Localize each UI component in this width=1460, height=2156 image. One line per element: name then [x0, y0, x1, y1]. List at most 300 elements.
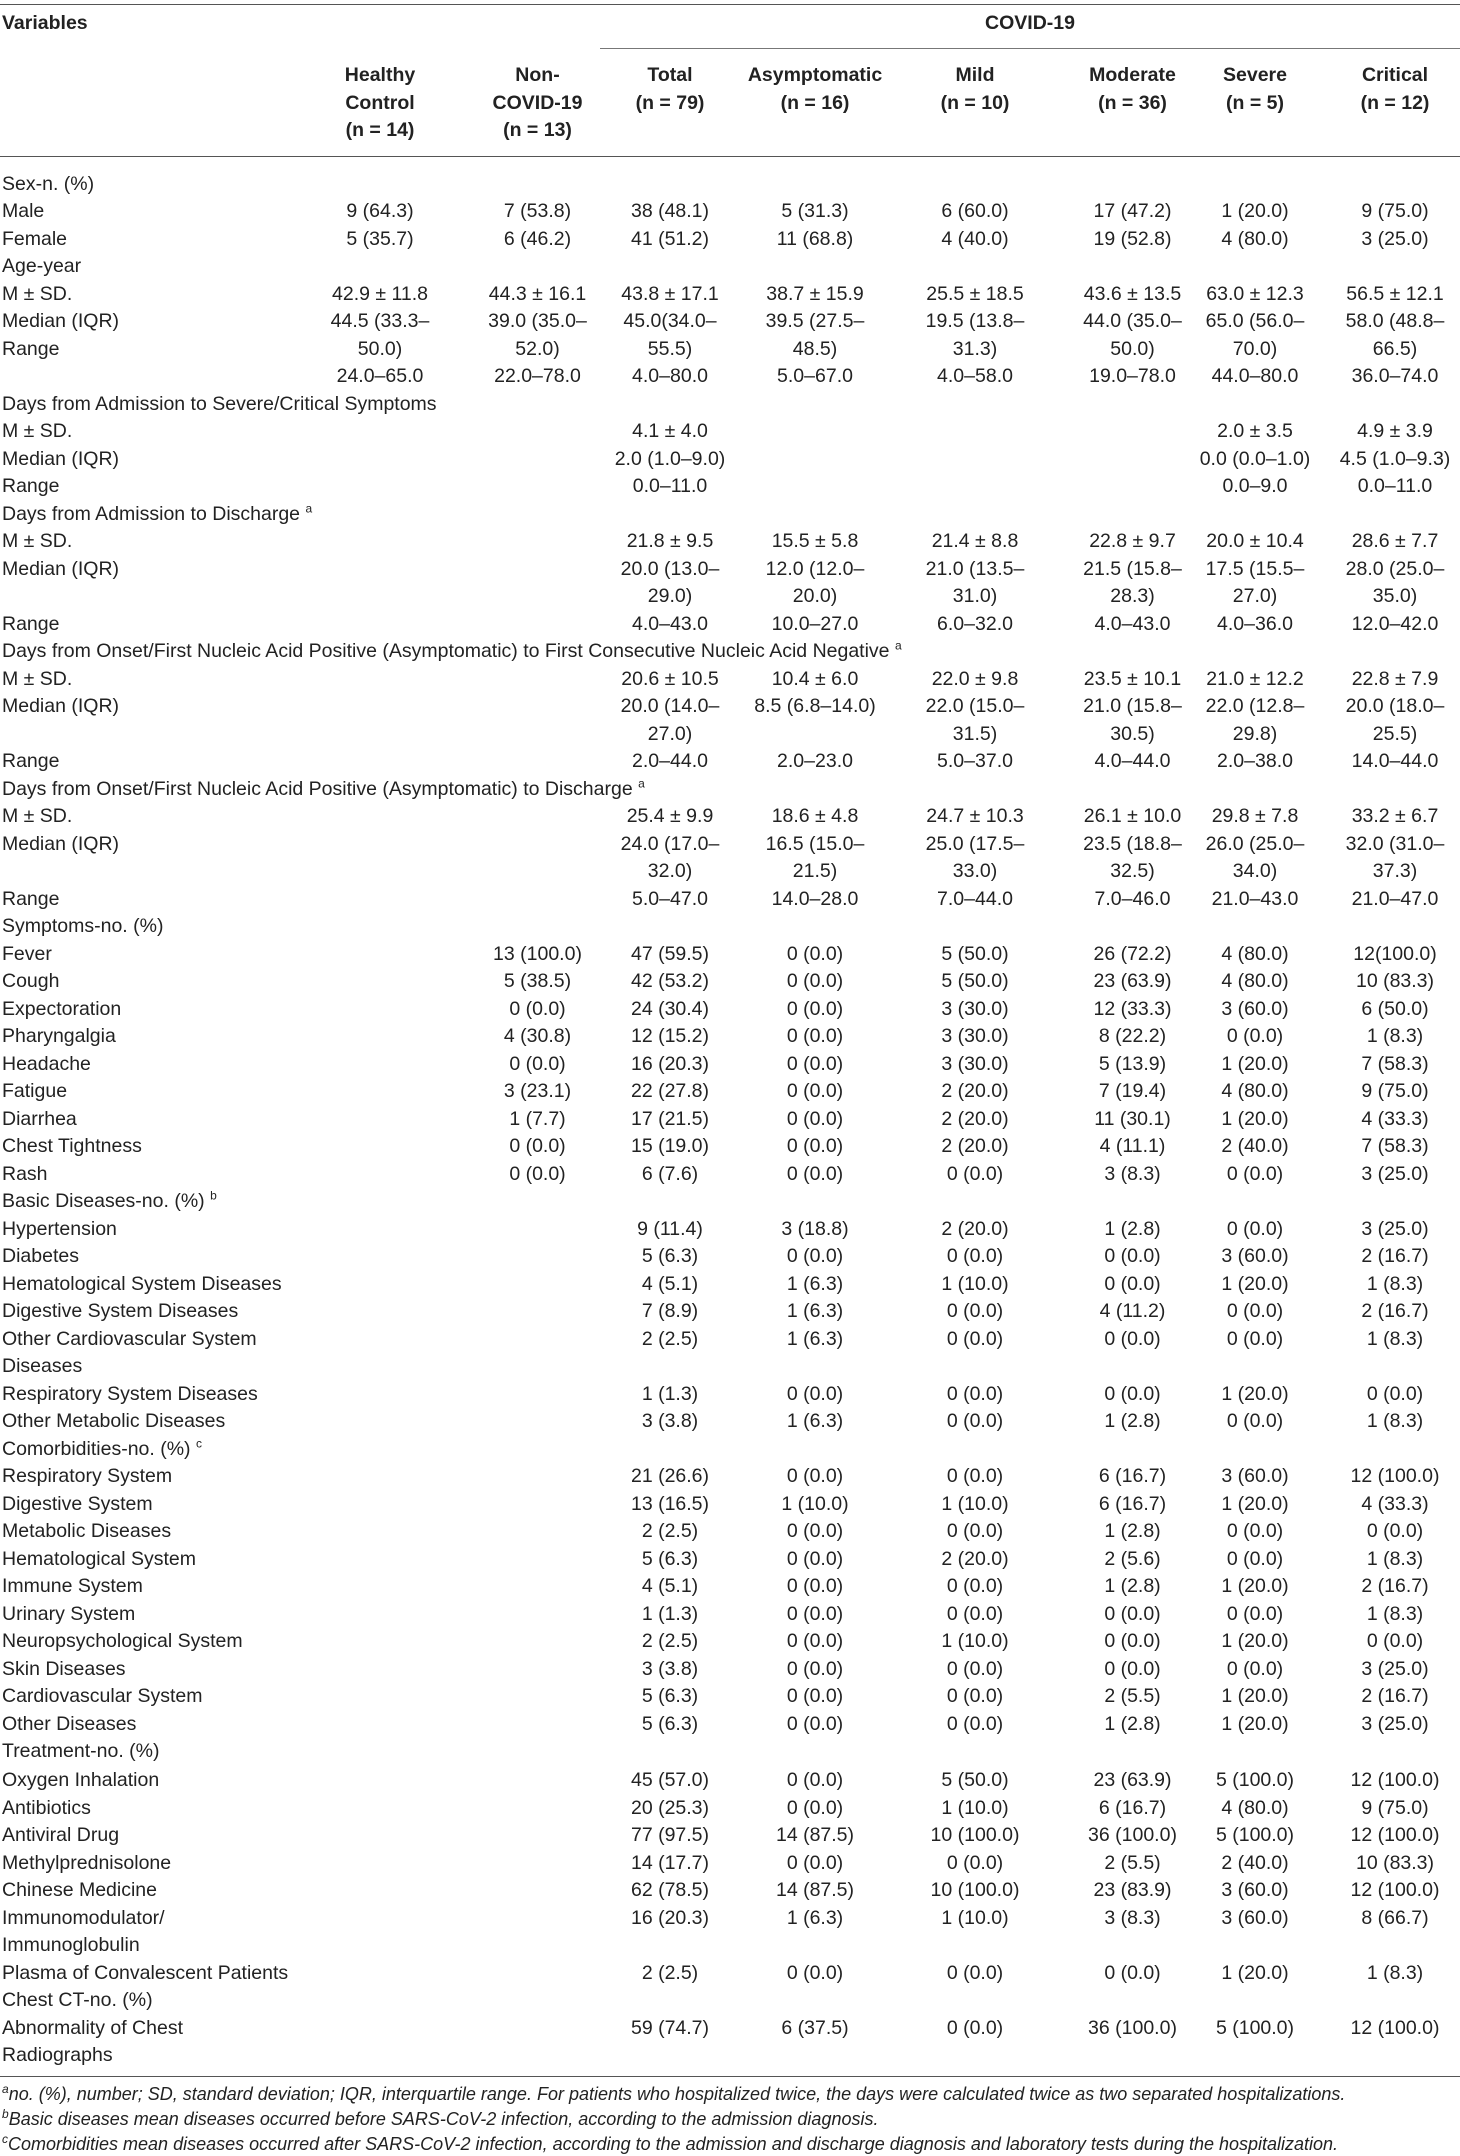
cell-critical: 4.9 ± 3.9 [1357, 420, 1433, 442]
cell-non-covid19: 3 (23.1) [503, 1080, 572, 1102]
row-label: Treatment-no. (%) [2, 1740, 160, 1762]
row-label: Other Diseases [2, 1713, 137, 1735]
row-label: M ± SD. [2, 283, 73, 305]
cell-mild: 2 (20.0) [941, 1080, 1009, 1102]
cell-mild: 5 (50.0) [941, 970, 1009, 992]
cell-severe: 0.0 (0.0–1.0) [1199, 448, 1311, 470]
cell-mild: 1 (10.0) [941, 1493, 1009, 1515]
row-label: Immunomodulator/ [2, 1907, 165, 1929]
cell-non-covid19: 0 (0.0) [509, 998, 566, 1020]
cell-non-covid19: 0 (0.0) [509, 1135, 566, 1157]
cell-severe: 0 (0.0) [1226, 1603, 1284, 1625]
row-label: M ± SD. [2, 530, 73, 552]
cell-total: 4.0–43.0 [632, 613, 708, 635]
cell-non-covid19: 5 (38.5) [503, 970, 572, 992]
cell-moderate: 36 (100.0) [1088, 1824, 1177, 1846]
cell-total: 22 (27.8) [630, 1080, 710, 1102]
cell-total: 20.0 (13.0– [620, 558, 720, 580]
row-label: Headache [2, 1053, 91, 1075]
cell-total: 0.0–11.0 [632, 475, 708, 497]
cell-mild: 6.0–32.0 [937, 613, 1013, 635]
cell-non-covid19: 52.0) [515, 338, 560, 360]
cell-moderate: 26 (72.2) [1093, 943, 1172, 965]
cell-critical: 2 (16.7) [1361, 1685, 1429, 1707]
cell-critical: 33.2 ± 6.7 [1351, 805, 1439, 827]
row-label: Days from Admission to Discharge $^a$ [2, 501, 313, 525]
cell-mild: 0 (0.0) [946, 1575, 1004, 1597]
cell-asymptomatic: 11 (68.8) [776, 228, 854, 250]
cell-asymptomatic: 0 (0.0) [786, 1548, 844, 1570]
cell-total: 3 (3.8) [641, 1658, 699, 1680]
cell-asymptomatic: 0 (0.0) [786, 1080, 844, 1102]
cell-non-covid19: 7 (53.8) [503, 200, 572, 222]
cell-moderate: 4.0–43.0 [1094, 613, 1171, 635]
cell-severe: 1 (20.0) [1221, 1383, 1289, 1405]
cell-healthy-control: 44.5 (33.3– [330, 310, 430, 332]
cell-severe: 5 (100.0) [1215, 1824, 1295, 1846]
row-label: Respiratory System [2, 1465, 173, 1487]
cell-severe: 4 (80.0) [1221, 228, 1289, 250]
cell-critical: 4 (33.3) [1361, 1108, 1429, 1130]
cell-mild: 0 (0.0) [946, 1852, 1004, 1874]
cell-critical: 12 (100.0) [1350, 1879, 1440, 1901]
cell-asymptomatic: 1 (6.3) [786, 1328, 844, 1350]
cell-severe: 0 (0.0) [1226, 1300, 1284, 1322]
cell-mild: 2 (20.0) [941, 1135, 1009, 1157]
cell-total: 55.5) [647, 338, 693, 360]
row-label: Median (IQR) [2, 558, 120, 580]
footnote-text: Basic diseases mean diseases occurred before SARS-CoV-2 infection, according to the admission diagnosis. [8, 2109, 879, 2129]
cell-asymptomatic: 14.0–28.0 [771, 888, 859, 910]
cell-total: 20.6 ± 10.5 [621, 668, 719, 690]
cell-mild: 0 (0.0) [946, 1245, 1004, 1267]
cell-total: 13 (16.5) [630, 1493, 710, 1515]
cell-moderate: 4 (11.1) [1099, 1135, 1166, 1157]
cell-critical: 4 (33.3) [1361, 1493, 1429, 1515]
cell-moderate: 0 (0.0) [1104, 1603, 1161, 1625]
cell-non-covid19: 6 (46.2) [503, 228, 572, 250]
cell-asymptomatic: 0 (0.0) [786, 943, 844, 965]
cell-moderate: 2 (5.6) [1104, 1548, 1161, 1570]
footnote-marker: c [195, 1436, 202, 1451]
cell-non-covid19: 0 (0.0) [509, 1053, 566, 1075]
cell-mild: 19.5 (13.8– [925, 310, 1025, 332]
cell-total: 24.0 (17.0– [620, 833, 720, 855]
cell-mild: 1 (10.0) [941, 1630, 1009, 1652]
table-bottom-rule [0, 2076, 1460, 2077]
cell-mild: 21.4 ± 8.8 [931, 530, 1019, 552]
cell-moderate: 19 (52.8) [1093, 228, 1172, 250]
cell-moderate: 19.0–78.0 [1089, 365, 1176, 387]
cell-asymptomatic: 10.0–27.0 [771, 613, 859, 635]
row-label: M ± SD. [2, 668, 73, 690]
row-label: Digestive System [2, 1493, 153, 1515]
cell-critical: 12 (100.0) [1350, 1824, 1440, 1846]
row-label: Urinary System [2, 1603, 136, 1625]
cell-asymptomatic: 0 (0.0) [786, 1520, 844, 1542]
cell-critical: 10 (83.3) [1355, 1852, 1435, 1874]
cell-severe: 4 (80.0) [1221, 1797, 1289, 1819]
column-header-line: (n = 14) [345, 119, 415, 141]
cell-asymptomatic: 0 (0.0) [786, 1053, 844, 1075]
cell-critical: 25.5) [1372, 723, 1418, 745]
row-label: M ± SD. [2, 420, 73, 442]
column-header-line: (n = 10) [940, 91, 1010, 114]
cell-asymptomatic: 2.0–23.0 [777, 750, 853, 772]
cell-mild: 0 (0.0) [946, 1713, 1004, 1735]
column-header-line: (n = 13) [503, 119, 572, 141]
cell-critical: 7 (58.3) [1361, 1135, 1429, 1157]
cell-critical: 28.6 ± 7.7 [1351, 530, 1439, 552]
row-label: Median (IQR) [2, 833, 120, 855]
cell-non-covid19: 22.0–78.0 [494, 365, 581, 387]
cell-moderate: 0 (0.0) [1104, 1273, 1161, 1295]
row-label: Immunoglobulin [2, 1934, 140, 1956]
footnote-marker: a [894, 638, 902, 653]
cell-moderate: 17 (47.2) [1093, 200, 1172, 222]
cell-asymptomatic: 0 (0.0) [786, 1769, 844, 1791]
cell-total: 2 (2.5) [641, 1962, 699, 1984]
cell-critical: 12(100.0) [1353, 943, 1437, 965]
cell-mild: 3 (30.0) [941, 1025, 1009, 1047]
cell-severe: 70.0) [1232, 338, 1278, 360]
cell-severe: 1 (20.0) [1221, 1493, 1289, 1515]
cell-critical: 3 (25.0) [1361, 1163, 1429, 1185]
cell-non-covid19: 0 (0.0) [509, 1163, 566, 1185]
cell-severe: 4 (80.0) [1221, 1080, 1289, 1102]
row-label: Chest CT-no. (%) [2, 1989, 153, 2011]
cell-total: 15 (19.0) [630, 1135, 710, 1157]
cell-severe: 21.0–43.0 [1211, 888, 1299, 910]
cell-mild: 1 (10.0) [941, 1273, 1009, 1295]
cell-asymptomatic: 0 (0.0) [786, 1245, 844, 1267]
cell-total: 2 (2.5) [641, 1630, 699, 1652]
row-label: Median (IQR) [2, 448, 120, 470]
cell-severe: 3 (60.0) [1221, 1465, 1289, 1487]
cell-critical: 7 (58.3) [1361, 1053, 1429, 1075]
cell-asymptomatic: 0 (0.0) [786, 1108, 844, 1130]
cell-critical: 2 (16.7) [1361, 1575, 1429, 1597]
cell-total: 20.0 (14.0– [620, 695, 720, 717]
cell-severe: 0 (0.0) [1226, 1163, 1284, 1185]
row-label: Pharyngalgia [2, 1025, 116, 1047]
column-header-healthy-control [300, 62, 460, 145]
cell-asymptomatic: 18.6 ± 4.8 [771, 805, 859, 827]
cell-asymptomatic: 0 (0.0) [786, 1630, 844, 1652]
cell-asymptomatic: 3 (18.8) [781, 1218, 849, 1240]
row-label: Immune System [2, 1575, 143, 1597]
cell-moderate: 4.0–44.0 [1094, 750, 1171, 772]
row-label: Basic Diseases-no. (%) $^b$ [2, 1188, 217, 1212]
column-header-line: Mild [955, 64, 995, 86]
cell-asymptomatic: 0 (0.0) [786, 1962, 844, 1984]
cell-asymptomatic: 0 (0.0) [786, 1163, 844, 1185]
row-label: Abnormality of Chest [2, 2017, 183, 2039]
cell-total: 59 (74.7) [630, 2017, 710, 2039]
cell-severe: 29.8) [1232, 723, 1278, 745]
cell-severe: 63.0 ± 12.3 [1206, 283, 1304, 305]
cell-asymptomatic: 16.5 (15.0– [765, 833, 865, 855]
cell-asymptomatic: 0 (0.0) [786, 1135, 844, 1157]
cell-severe: 21.0 ± 12.2 [1206, 668, 1304, 690]
cell-mild: 3 (30.0) [941, 998, 1009, 1020]
cell-severe: 5 (100.0) [1215, 2017, 1295, 2039]
row-label: Hematological System [2, 1548, 196, 1570]
cell-moderate: 26.1 ± 10.0 [1083, 805, 1182, 827]
cell-mild: 5 (50.0) [941, 943, 1009, 965]
cell-critical: 32.0 (31.0– [1345, 833, 1445, 855]
cell-mild: 2 (20.0) [941, 1218, 1009, 1240]
cell-severe: 3 (60.0) [1221, 998, 1289, 1020]
cell-critical: 4.5 (1.0–9.3) [1339, 448, 1451, 470]
cell-moderate: 2 (5.5) [1104, 1852, 1161, 1874]
cell-asymptomatic: 0 (0.0) [786, 1025, 844, 1047]
cell-asymptomatic: 0 (0.0) [786, 1852, 844, 1874]
cell-critical: 3 (25.0) [1361, 228, 1429, 250]
covid19-group-header: COVID-19 [985, 12, 1075, 34]
cell-critical: 20.0 (18.0– [1345, 695, 1445, 717]
cell-critical: 10 (83.3) [1355, 970, 1435, 992]
cell-severe: 3 (60.0) [1221, 1879, 1289, 1901]
cell-moderate: 6 (16.7) [1098, 1797, 1167, 1819]
cell-critical: 58.0 (48.8– [1345, 310, 1445, 332]
footnote-b [2, 2107, 878, 2131]
cell-moderate: 3 (8.3) [1104, 1907, 1161, 1929]
cell-severe: 2 (40.0) [1221, 1852, 1289, 1874]
cell-total: 5 (6.3) [641, 1713, 699, 1735]
cell-mild: 25.5 ± 18.5 [926, 283, 1024, 305]
cell-critical: 37.3) [1372, 860, 1418, 882]
cell-mild: 24.7 ± 10.3 [926, 805, 1024, 827]
row-label: Range [2, 475, 60, 497]
cell-total: 4.0–80.0 [632, 365, 708, 387]
cell-moderate: 4 (11.2) [1099, 1300, 1166, 1322]
cell-critical: 9 (75.0) [1361, 200, 1429, 222]
cell-moderate: 1 (2.8) [1104, 1218, 1161, 1240]
cell-severe: 1 (20.0) [1221, 1685, 1289, 1707]
cell-severe: 0 (0.0) [1226, 1025, 1284, 1047]
cell-total: 4 (5.1) [641, 1273, 699, 1295]
cell-mild: 0 (0.0) [946, 1603, 1004, 1625]
row-label: Digestive System Diseases [2, 1300, 239, 1322]
cell-moderate: 28.3) [1110, 585, 1155, 607]
cell-moderate: 23.5 ± 10.1 [1083, 668, 1182, 690]
cell-moderate: 23 (63.9) [1093, 1769, 1172, 1791]
row-label: Fever [2, 943, 52, 965]
cell-mild: 21.0 (13.5– [925, 558, 1025, 580]
cell-mild: 31.3) [952, 338, 998, 360]
row-label: Days from Admission to Severe/Critical Symptoms [2, 393, 437, 415]
footnote-text: no. (%), number; SD, standard deviation; IQR, interquartile range. For patients who hospitalized twice, the days were calculated twice as two separated hospitalizations. [8, 2084, 1346, 2104]
cell-severe: 1 (20.0) [1221, 1053, 1289, 1075]
cell-moderate: 1 (2.8) [1104, 1410, 1161, 1432]
cell-mild: 0 (0.0) [946, 2017, 1004, 2039]
cell-moderate: 2 (5.5) [1104, 1685, 1161, 1707]
cell-mild: 2 (20.0) [941, 1108, 1009, 1130]
cell-moderate: 6 (16.7) [1098, 1493, 1167, 1515]
cell-severe: 2 (40.0) [1221, 1135, 1289, 1157]
cell-asymptomatic: 0 (0.0) [786, 1713, 844, 1735]
cell-moderate: 8 (22.2) [1098, 1025, 1167, 1047]
cell-critical: 1 (8.3) [1366, 1603, 1424, 1625]
cell-severe: 1 (20.0) [1221, 1108, 1289, 1130]
cell-moderate: 1 (2.8) [1104, 1575, 1161, 1597]
column-header-line: COVID-19 [492, 91, 583, 114]
cell-mild: 7.0–44.0 [937, 888, 1013, 910]
cell-critical: 0.0–11.0 [1357, 475, 1433, 497]
cell-mild: 0 (0.0) [946, 1383, 1004, 1405]
cell-asymptomatic: 0 (0.0) [786, 1603, 844, 1625]
column-header-mild [900, 62, 1050, 117]
cell-critical: 0 (0.0) [1366, 1383, 1424, 1405]
cell-severe: 0 (0.0) [1226, 1548, 1284, 1570]
cell-total: 5.0–47.0 [632, 888, 708, 910]
cell-critical: 2 (16.7) [1361, 1245, 1429, 1267]
cell-total: 2.0 (1.0–9.0) [614, 448, 726, 470]
row-label: Radiographs [2, 2044, 113, 2066]
cell-critical: 56.5 ± 12.1 [1346, 283, 1444, 305]
cell-critical: 28.0 (25.0– [1345, 558, 1445, 580]
cell-severe: 0 (0.0) [1226, 1218, 1284, 1240]
cell-moderate: 30.5) [1110, 723, 1155, 745]
cell-critical: 35.0) [1372, 585, 1418, 607]
cell-moderate: 32.5) [1110, 860, 1155, 882]
cell-asymptomatic: 5.0–67.0 [777, 365, 853, 387]
cell-severe: 4.0–36.0 [1217, 613, 1293, 635]
cell-mild: 33.0) [952, 860, 998, 882]
cell-total: 12 (15.2) [630, 1025, 710, 1047]
row-label: Other Metabolic Diseases [2, 1410, 226, 1432]
cell-critical: 0 (0.0) [1366, 1520, 1424, 1542]
cell-severe: 1 (20.0) [1221, 1273, 1289, 1295]
row-label: Range [2, 750, 60, 772]
cell-moderate: 21.5 (15.8– [1083, 558, 1182, 580]
cell-mild: 0 (0.0) [946, 1163, 1004, 1185]
cell-mild: 0 (0.0) [946, 1520, 1004, 1542]
cell-moderate: 23 (63.9) [1093, 970, 1172, 992]
cell-severe: 22.0 (12.8– [1205, 695, 1305, 717]
cell-severe: 1 (20.0) [1221, 1962, 1289, 1984]
cell-moderate: 36 (100.0) [1088, 2017, 1177, 2039]
column-header-line: (n = 5) [1226, 91, 1284, 114]
cell-total: 21.8 ± 9.5 [626, 530, 714, 552]
cell-mild: 31.5) [952, 723, 998, 745]
cell-severe: 3 (60.0) [1221, 1907, 1289, 1929]
cell-critical: 1 (8.3) [1366, 1410, 1424, 1432]
cell-critical: 1 (8.3) [1366, 1025, 1424, 1047]
cell-severe: 65.0 (56.0– [1205, 310, 1305, 332]
footnote-marker: b [2, 2107, 9, 2121]
cell-total: 14 (17.7) [630, 1852, 710, 1874]
cell-total: 1 (1.3) [641, 1603, 699, 1625]
cell-moderate: 0 (0.0) [1104, 1383, 1161, 1405]
cell-non-covid19: 1 (7.7) [509, 1108, 566, 1130]
cell-critical: 21.0–47.0 [1351, 888, 1439, 910]
cell-asymptomatic: 1 (10.0) [781, 1493, 849, 1515]
cell-severe: 1 (20.0) [1221, 200, 1289, 222]
cell-critical: 1 (8.3) [1366, 1548, 1424, 1570]
cell-mild: 0 (0.0) [946, 1328, 1004, 1350]
row-label: Diseases [2, 1355, 83, 1377]
cell-asymptomatic: 14 (87.5) [775, 1824, 855, 1846]
cell-severe: 34.0) [1232, 860, 1278, 882]
cell-total: 9 (11.4) [637, 1218, 703, 1240]
row-label: Plasma of Convalescent Patients [2, 1962, 289, 1984]
column-header-line: Moderate [1089, 64, 1176, 86]
row-label: M ± SD. [2, 805, 73, 827]
cell-severe: 29.8 ± 7.8 [1211, 805, 1299, 827]
cell-total: 21 (26.6) [630, 1465, 710, 1487]
cell-critical: 1 (8.3) [1366, 1273, 1424, 1295]
cell-total: 32.0) [647, 860, 693, 882]
cell-severe: 17.5 (15.5– [1205, 558, 1305, 580]
cell-asymptomatic: 0 (0.0) [786, 1575, 844, 1597]
cell-asymptomatic: 15.5 ± 5.8 [771, 530, 859, 552]
cell-moderate: 5 (13.9) [1098, 1053, 1167, 1075]
cell-mild: 22.0 (15.0– [925, 695, 1025, 717]
row-label: Age-year [2, 255, 82, 277]
row-label: Methylprednisolone [2, 1852, 172, 1874]
column-header-line: Asymptomatic [747, 64, 883, 86]
cell-mild: 0 (0.0) [946, 1962, 1004, 1984]
footnote-c [2, 2132, 1338, 2156]
cell-severe: 2.0 ± 3.5 [1217, 420, 1293, 442]
cell-severe: 20.0 ± 10.4 [1206, 530, 1304, 552]
cell-moderate: 0 (0.0) [1104, 1245, 1161, 1267]
cell-total: 25.4 ± 9.9 [626, 805, 714, 827]
cell-mild: 3 (30.0) [941, 1053, 1009, 1075]
cell-moderate: 23.5 (18.8– [1083, 833, 1182, 855]
column-header-critical [1320, 62, 1460, 117]
row-label: Chest Tightness [2, 1135, 142, 1157]
cell-total: 77 (97.5) [630, 1824, 710, 1846]
column-header-line: (n = 36) [1098, 91, 1167, 114]
cell-asymptomatic: 0 (0.0) [786, 1383, 844, 1405]
footnote-marker: a [2, 2082, 9, 2096]
cell-mild: 10 (100.0) [930, 1824, 1020, 1846]
row-label: Cough [2, 970, 60, 992]
cell-asymptomatic: 12.0 (12.0– [765, 558, 865, 580]
cell-total: 2.0–44.0 [632, 750, 708, 772]
cell-total: 62 (78.5) [630, 1879, 710, 1901]
cell-total: 16 (20.3) [630, 1053, 710, 1075]
cell-severe: 1 (20.0) [1221, 1713, 1289, 1735]
column-header-line: (n = 16) [780, 91, 850, 114]
row-label: Fatigue [2, 1080, 68, 1102]
cell-asymptomatic: 0 (0.0) [786, 1658, 844, 1680]
cell-total: 5 (6.3) [641, 1548, 699, 1570]
cell-total: 42 (53.2) [630, 970, 710, 992]
row-label: Female [2, 228, 68, 250]
cell-moderate: 11 (30.1) [1094, 1108, 1171, 1130]
cell-healthy-control: 42.9 ± 11.8 [332, 283, 428, 305]
cell-mild: 25.0 (17.5– [925, 833, 1025, 855]
cell-total: 3 (3.8) [641, 1410, 699, 1432]
row-label: Skin Diseases [2, 1658, 126, 1680]
cell-total: 5 (6.3) [641, 1685, 699, 1707]
cell-mild: 0 (0.0) [946, 1685, 1004, 1707]
cell-total: 2 (2.5) [641, 1520, 699, 1542]
row-label: Median (IQR) [2, 310, 120, 332]
cell-moderate: 23 (83.9) [1093, 1879, 1172, 1901]
cell-moderate: 22.8 ± 9.7 [1089, 530, 1176, 552]
footnote-marker: a [638, 776, 645, 791]
cell-asymptomatic: 10.4 ± 6.0 [771, 668, 859, 690]
cell-non-covid19: 44.3 ± 16.1 [488, 283, 587, 305]
column-header-asymptomatic [735, 62, 895, 117]
cell-critical: 12.0–42.0 [1351, 613, 1439, 635]
cell-healthy-control: 9 (64.3) [346, 200, 414, 222]
